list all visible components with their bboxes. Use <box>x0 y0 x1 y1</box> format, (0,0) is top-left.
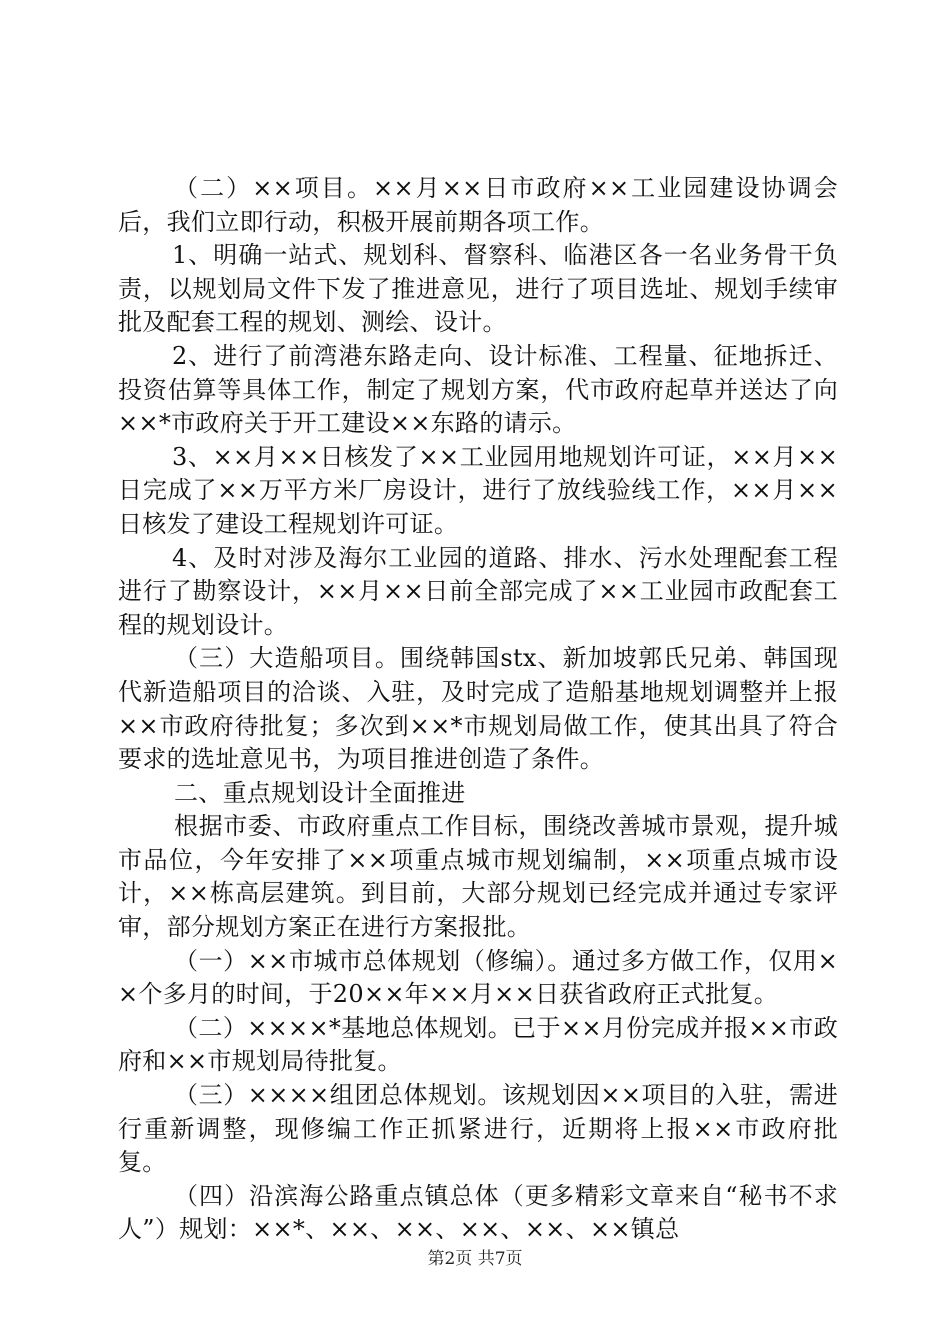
paragraph-planning-targets: 根据市委、市政府重点工作目标，围绕改善城市景观，提升城市品位，今年安排了××项重点城市规划编制，××项重点城市设计，××栋高层建筑。到目前，大部分规划已经完成并通过专家评审，部分规划方案正在进行方案报批。 <box>118 812 838 942</box>
paragraph-item-3: 3、××月××日核发了××工业园用地规划许可证，××月××日完成了××万平方米厂房设计，进行了放线验线工作，××月××日核发了建设工程规划许可证。 <box>118 442 838 538</box>
paragraph-cluster-master-plan: （三）××××组团总体规划。该规划因××项目的入驻，需进行重新调整，现修编工作正抓紧进行，近期将上报××市政府批复。 <box>118 1081 838 1177</box>
paragraph-base-master-plan: （二）××××*基地总体规划。已于××月份完成并报××市政府和××市规划局待批复。 <box>118 1013 838 1076</box>
paragraph-item-1: 1、明确一站式、规划科、督察科、临港区各一名业务骨干负责，以规划局文件下发了推进意见，进行了项目选址、规划手续审批及配套工程的规划、测绘、设计。 <box>118 241 838 337</box>
document-body <box>118 172 838 1247</box>
paragraph-city-master-plan: （一）××市城市总体规划（修编）。通过多方做工作，仅用××个多月的时间，于20××年××月××日获省政府正式批复。 <box>118 946 838 1009</box>
section-heading-planning-design: 二、重点规划设计全面推进 <box>174 778 466 807</box>
paragraph-coastal-towns-plan: （四）沿滨海公路重点镇总体（更多精彩文章来自“秘书不求人”）规划：××*、××、××、××、××、××镇总 <box>118 1181 838 1244</box>
page-number-footer: 第2页 共7页 <box>427 1249 523 1269</box>
paragraph-shipbuilding-project: （三）大造船项目。围绕韩国stx、新加坡郭氏兄弟、韩国现代新造船项目的洽谈、入驻，及时完成了造船基地规划调整并上报××市政府待批复；多次到××*市规划局做工作，使其出具了符合要求的选址意见书，为项目推进创造了条件。 <box>118 644 838 774</box>
paragraph-item-4: 4、及时对涉及海尔工业园的道路、排水、污水处理配套工程进行了勘察设计，××月××日前全部完成了××工业园市政配套工程的规划设计。 <box>118 543 838 639</box>
paragraph-project-xx: （二）××项目。××月××日市政府××工业园建设协调会后，我们立即行动，积极开展前期各项工作。 <box>118 174 838 236</box>
paragraph-item-2: 2、进行了前湾港东路走向、设计标准、工程量、征地拆迁、投资估算等具体工作，制定了规划方案，代市政府起草并送达了向××*市政府关于开工建设××东路的请示。 <box>118 341 838 438</box>
